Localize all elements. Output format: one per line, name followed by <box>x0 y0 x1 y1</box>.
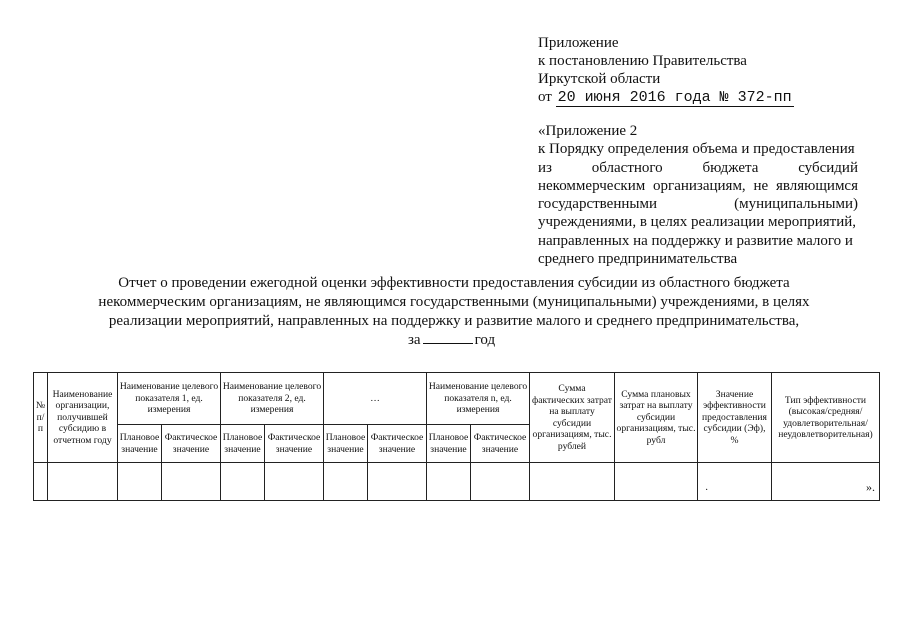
table-cell <box>772 463 880 501</box>
report-title-line: Отчет о проведении ежегодной оценки эффективности предоставления субсидии из областного бюджета <box>118 275 790 291</box>
appendix-line: к Порядку определения объема и предоставления <box>538 141 855 158</box>
planned-header: Плановое значение <box>427 425 471 463</box>
report-period <box>408 332 495 349</box>
table-cell <box>34 463 48 501</box>
table-row <box>34 463 880 501</box>
plan-sum-header: Сумма плановых затрат на выплату субсидии организациям, тыс. рубл <box>615 373 698 463</box>
indicator-1-header: Наименование целевого показателя 1, ед. измерения <box>118 373 221 425</box>
appendix-line: государственными (муниципальными) <box>538 196 858 213</box>
eff-value-header: Значение эффективности предоставления субсидии (Эф), % <box>698 373 772 463</box>
planned-header: Плановое значение <box>118 425 162 463</box>
planned-header: Плановое значение <box>324 425 368 463</box>
col-num-header: № п/п <box>34 373 48 463</box>
report-table <box>33 372 880 501</box>
period-god: год <box>474 332 496 348</box>
appendix-line: направленных на поддержку и развитие малого и <box>538 232 853 249</box>
table-cell <box>530 463 615 501</box>
order-date-number: 20 июня 2016 года № 372-пп <box>557 89 792 106</box>
indicator-n-header: Наименование целевого показателя n, ед. измерения <box>427 373 530 425</box>
actual-sum-header: Сумма фактических затрат на выплату субсидии организациям, тыс. рублей <box>530 373 615 463</box>
table-cell <box>427 463 471 501</box>
appendix-line: учреждениями, в целях реализации мероприятий, <box>538 214 857 231</box>
indicator-2-header: Наименование целевого показателя 2, ед. измерения <box>221 373 324 425</box>
table-cell <box>324 463 368 501</box>
appendix-line: среднего предпринимательства <box>538 251 738 268</box>
planned-header: Плановое значение <box>221 425 265 463</box>
factual-header: Фактическое значение <box>265 425 324 463</box>
closing-quote: ». <box>866 480 875 494</box>
stray-dot: · <box>705 485 709 496</box>
report-title <box>60 274 848 331</box>
table-cell <box>48 463 118 501</box>
factual-header: Фактическое значение <box>162 425 221 463</box>
eff-type-header: Тип эффективности (высокая/средняя/ удовлетворительная/ неудовлетворительная) <box>772 373 880 463</box>
table-cell <box>368 463 427 501</box>
indicator-dots-header: … <box>324 373 427 425</box>
factual-header: Фактическое значение <box>368 425 427 463</box>
table-cell <box>118 463 162 501</box>
table-cell <box>265 463 324 501</box>
table-cell <box>698 463 772 501</box>
order-line <box>538 88 794 107</box>
period-blank <box>423 343 473 344</box>
col-org-header: Наименование организации, получившей субсидию в отчетном году <box>48 373 118 463</box>
table-cell <box>471 463 530 501</box>
factual-header: Фактическое значение <box>471 425 530 463</box>
decree-header <box>538 34 794 107</box>
period-za: за <box>408 332 421 348</box>
order-prefix: от <box>538 89 552 105</box>
appendix-line: некоммерческим организациям, не являющимся <box>538 177 858 194</box>
header-line: Приложение <box>538 35 619 51</box>
header-line: Иркутской области <box>538 71 661 87</box>
table-header-row <box>34 373 880 425</box>
appendix-line: «Приложение 2 <box>538 123 638 139</box>
table-cell <box>615 463 698 501</box>
table-cell <box>221 463 265 501</box>
table-cell <box>162 463 221 501</box>
report-title-line: реализации мероприятий, направленных на поддержку и развитие малого и среднего предпринимательства, <box>108 313 800 329</box>
header-line: к постановлению Правительства <box>538 53 747 69</box>
appendix-2-block <box>538 122 858 268</box>
appendix-line: из областного бюджета субсидий <box>538 159 858 176</box>
report-title-line: некоммерческим организациям, не являющимся государственными (муниципальными) учреждениями, в целях <box>98 294 810 310</box>
